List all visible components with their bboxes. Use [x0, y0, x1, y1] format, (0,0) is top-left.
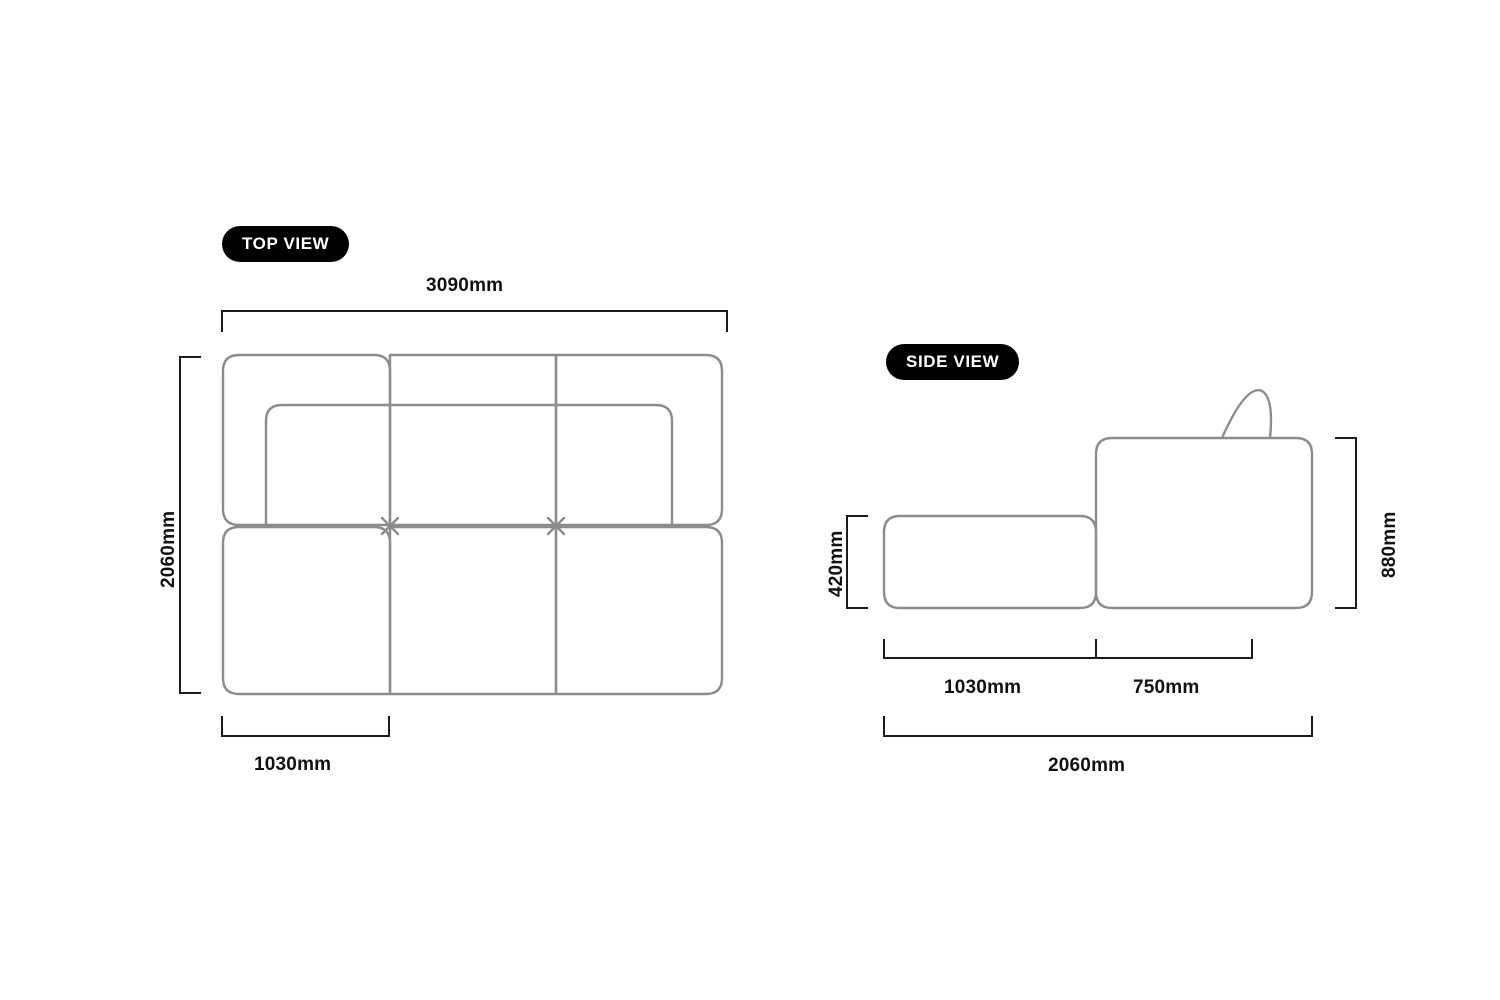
top-inner-back-contour — [266, 405, 672, 525]
top-back-cushion-middle — [390, 355, 556, 525]
side-back-height-dimension — [1336, 438, 1356, 608]
top-module-width-label: 1030mm — [254, 754, 332, 775]
side-seat-height-dimension — [847, 516, 867, 608]
top-overall-depth-label: 2060mm — [158, 510, 179, 588]
side-overall-depth-dimension — [884, 717, 1312, 736]
top-back-cushion-left — [223, 355, 390, 525]
side-seat-depth-label: 750mm — [1133, 677, 1200, 698]
side-back-height-label: 880mm — [1379, 511, 1400, 578]
side-chaise-depth-label: 1030mm — [944, 677, 1022, 698]
top-seat-cushion-left — [223, 527, 390, 694]
side-chaise-seat — [884, 516, 1096, 608]
top-view-label: TOP VIEW — [222, 226, 349, 262]
side-seat-height-label: 420mm — [826, 530, 847, 597]
top-overall-width-dimension — [222, 311, 727, 331]
side-back-cushion-peak — [1222, 390, 1271, 438]
top-seam-notch-right — [548, 518, 556, 534]
top-seam-notch-right-mirror — [556, 518, 564, 534]
top-overall-depth-dimension — [180, 357, 200, 693]
top-seat-cushion-middle — [390, 527, 556, 694]
top-overall-width-label: 3090mm — [426, 275, 504, 296]
side-chaise-depth-dimension — [884, 640, 1096, 658]
top-seam-notch-left-mirror — [390, 518, 398, 534]
side-overall-depth-label: 2060mm — [1048, 755, 1126, 776]
top-module-width-dimension — [222, 717, 389, 736]
top-seat-cushion-right — [556, 527, 722, 694]
side-seat-depth-dimension — [1096, 640, 1252, 658]
side-view-label: SIDE VIEW — [886, 344, 1019, 380]
side-view-sofa — [884, 390, 1312, 608]
side-backrest-body — [1096, 438, 1312, 608]
top-view-sofa — [223, 355, 722, 694]
top-back-cushion-right — [556, 355, 722, 525]
top-seam-notch-left — [382, 518, 390, 534]
